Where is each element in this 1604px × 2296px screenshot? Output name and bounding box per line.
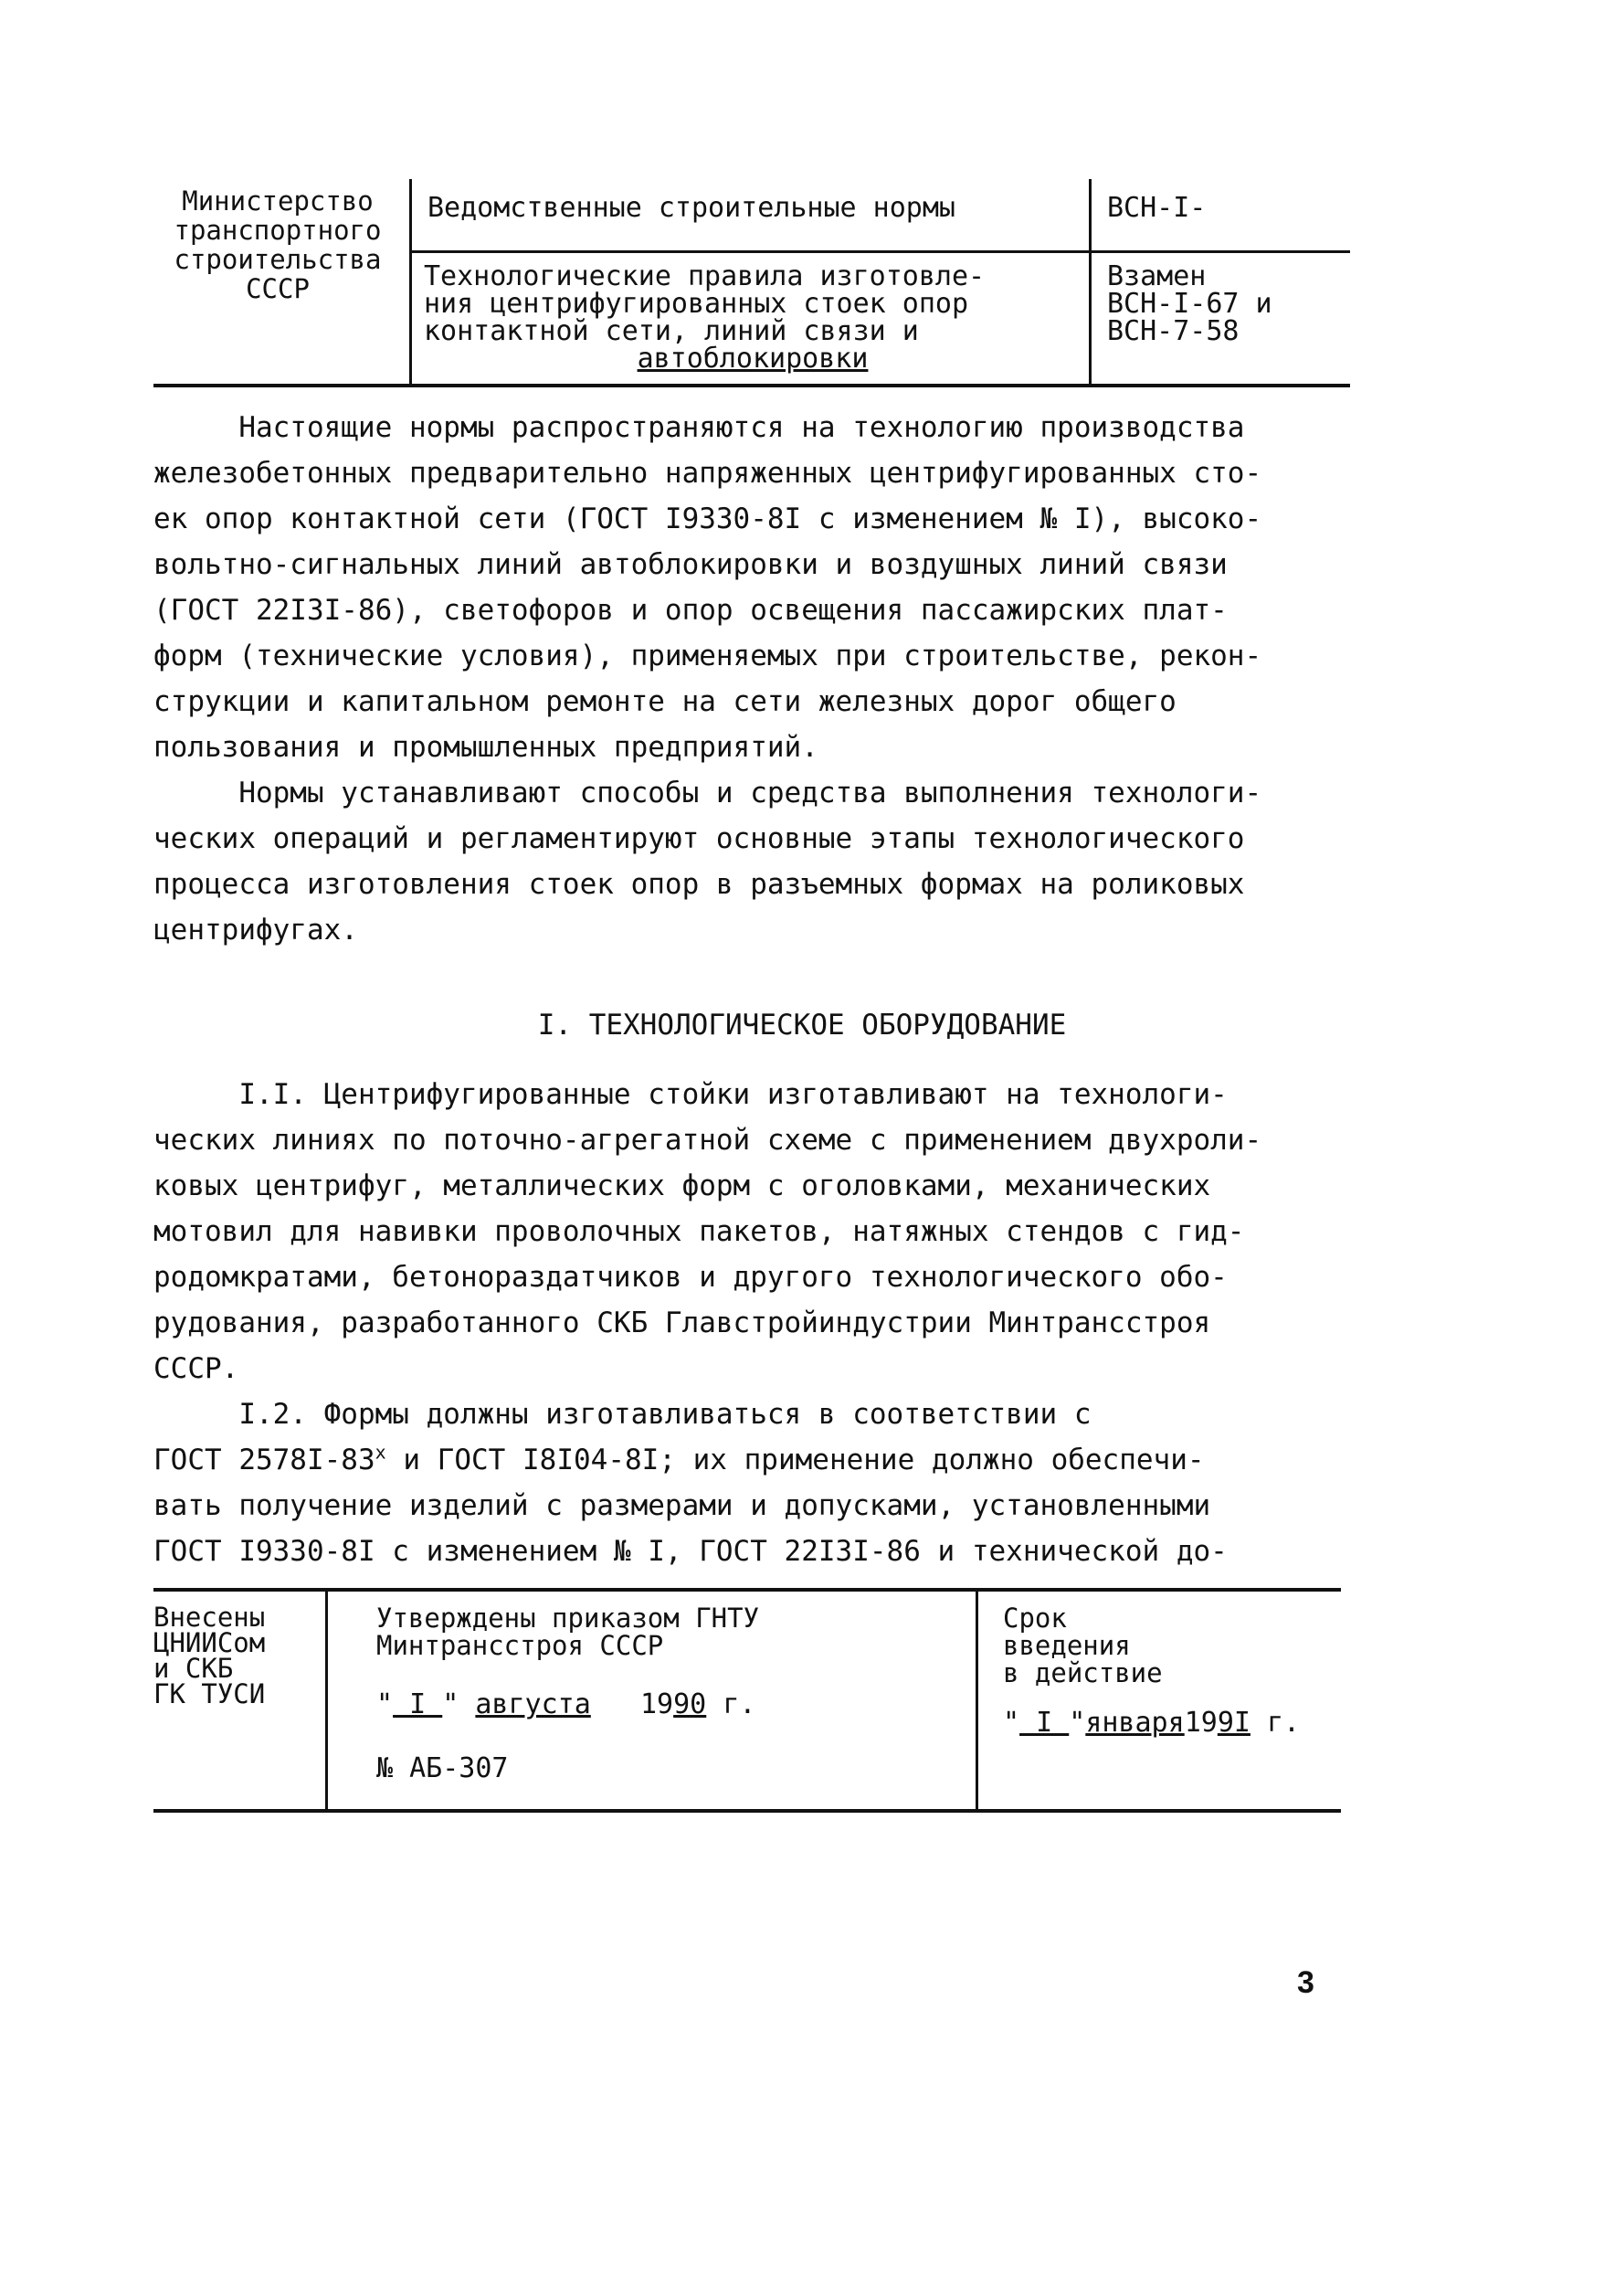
ministry-line: строительства [174, 244, 382, 275]
title-line: контактной сети, линий связи и [424, 315, 919, 347]
effective-line: Срок [1003, 1603, 1067, 1634]
clause-line: мотовил для навивки проволочных пакетов, натяжных стендов с гид- [153, 1215, 1245, 1248]
effective-day: I [1019, 1707, 1070, 1739]
approval-rule [153, 1588, 1341, 1592]
intro-paragraph-line: пользования и промышленных предприятий. [153, 731, 818, 764]
replaces-line: Взамен [1107, 260, 1207, 292]
introduced-line: ГК ТУСИ [153, 1678, 266, 1709]
approval-year-prefix: 19 [640, 1688, 674, 1720]
approval-date [376, 1687, 755, 1723]
clause-line: ГОСТ I9330-8I с изменением № I, ГОСТ 22I3I-86 и технической до- [153, 1535, 1228, 1568]
intro-paragraph-line: Настоящие нормы распространяются на технологию производства [153, 411, 1245, 444]
effective-year-prefix: 19 [1184, 1707, 1218, 1739]
clause-line: рудования, разработанного СКБ Главстройиндустрии Минтрансстроя [153, 1307, 1211, 1339]
quote-mark: " [442, 1688, 459, 1720]
effective-line: в действие [1003, 1657, 1163, 1688]
gost-reference: ГОСТ 2578I-83 [153, 1444, 375, 1476]
order-number: № АБ-307 [376, 1752, 509, 1784]
page-number: 3 [1297, 1965, 1314, 2000]
approved-line: Минтрансстроя СССР [376, 1630, 664, 1661]
title-line: ния центрифугированных стоек опор [424, 288, 969, 320]
clause-line: СССР. [153, 1352, 239, 1385]
header-rule [153, 384, 1350, 387]
quote-mark: " [1069, 1707, 1086, 1739]
approval-rule [153, 1809, 1341, 1813]
ministry-line: транспортного [174, 215, 382, 246]
intro-paragraph-line: вольтно-сигнальных линий автоблокировки и воздушных линий связи [153, 548, 1228, 581]
year-abbrev: г. [723, 1688, 756, 1720]
document-header [153, 179, 1350, 387]
effective-line: введения [1003, 1630, 1131, 1661]
clause-line: родомкратами, бетонораздатчиков и другого технологического обо- [153, 1261, 1228, 1294]
approval-day: I [393, 1688, 443, 1720]
header-divider [1089, 179, 1092, 387]
title-line: автоблокировки [637, 343, 869, 375]
norms-type: Ведомственные строительные нормы [427, 192, 955, 224]
clause-line [153, 1442, 1205, 1478]
intro-paragraph-line: форм (технические условия), применяемых при строительстве, рекон- [153, 640, 1262, 672]
ministry-name [153, 186, 402, 303]
clause-line: ческих линиях по поточно-агрегатной схеме с применением двухроли- [153, 1124, 1262, 1157]
replaces-note [1107, 260, 1272, 347]
header-divider [409, 250, 1350, 253]
ministry-line: Министерство [182, 185, 374, 217]
clause-line: вать получение изделий с размерами и допусками, установленными [153, 1489, 1211, 1522]
approval-divider [976, 1588, 978, 1813]
title-line: Технологические правила изготовле- [424, 260, 986, 292]
introduced-line: ЦНИИСом [153, 1627, 266, 1658]
year-abbrev: г. [1267, 1707, 1301, 1739]
approval-divider [325, 1588, 328, 1813]
intro-paragraph-line: ческих операций и регламентируют основные этапы технологического [153, 822, 1245, 855]
intro-paragraph-line: струкции и капитальном ремонте на сети железных дорог общего [153, 685, 1177, 718]
section-heading: I. ТЕХНОЛОГИЧЕСКОЕ ОБОРУДОВАНИЕ [537, 1009, 1067, 1042]
intro-paragraph-line: Нормы устанавливают способы и средства выполнения технологи- [153, 777, 1262, 809]
approval-year-suffix: 90 [673, 1688, 707, 1720]
replaces-line: ВСН-7-58 [1107, 315, 1240, 347]
quote-mark: " [376, 1688, 394, 1720]
clause-line: I.I. Центрифугированные стойки изготавливают на технологи- [153, 1078, 1228, 1111]
document-title [424, 260, 1082, 375]
intro-paragraph-line: ек опор контактной сети (ГОСТ I9330-8I с изменением № I), высоко- [153, 503, 1262, 535]
introduced-by [153, 1604, 300, 1707]
intro-paragraph-line: процесса изготовления стоек опор в разъемных формах на роликовых [153, 868, 1245, 901]
gost-superscript: х [375, 1441, 386, 1464]
approved-by [376, 1604, 759, 1659]
clause-line: ковых центрифуг, металлических форм с оголовками, механических [153, 1169, 1211, 1202]
quote-mark: " [1003, 1707, 1020, 1739]
introduced-line: и СКБ [153, 1653, 234, 1684]
intro-paragraph-line: (ГОСТ 22I3I-86), светофоров и опор освещения пассажирских плат- [153, 594, 1228, 627]
introduced-line: Внесены [153, 1602, 266, 1633]
approval-block [153, 1588, 1341, 1813]
replaces-line: ВСН-I-67 и [1107, 288, 1272, 320]
intro-paragraph-line: центрифугах. [153, 914, 358, 947]
ministry-line: СССР [246, 273, 310, 304]
header-divider [409, 179, 412, 387]
clause-text: и ГОСТ I8I04-8I; их применение должно обеспечи- [385, 1444, 1205, 1476]
approved-line: Утверждены приказом ГНТУ [376, 1603, 760, 1634]
effective-date [1003, 1705, 1300, 1741]
effective-month: января [1085, 1707, 1185, 1739]
intro-paragraph-line: железобетонных предварительно напряженных центрифугированных сто- [153, 457, 1262, 490]
effective-year-suffix: 9I [1217, 1707, 1250, 1739]
norms-number: ВСН-I- [1107, 192, 1207, 224]
clause-line: I.2. Формы должны изготавливаться в соответствии с [153, 1398, 1092, 1431]
approval-month: августа [475, 1688, 591, 1720]
effective-label [1003, 1604, 1163, 1687]
